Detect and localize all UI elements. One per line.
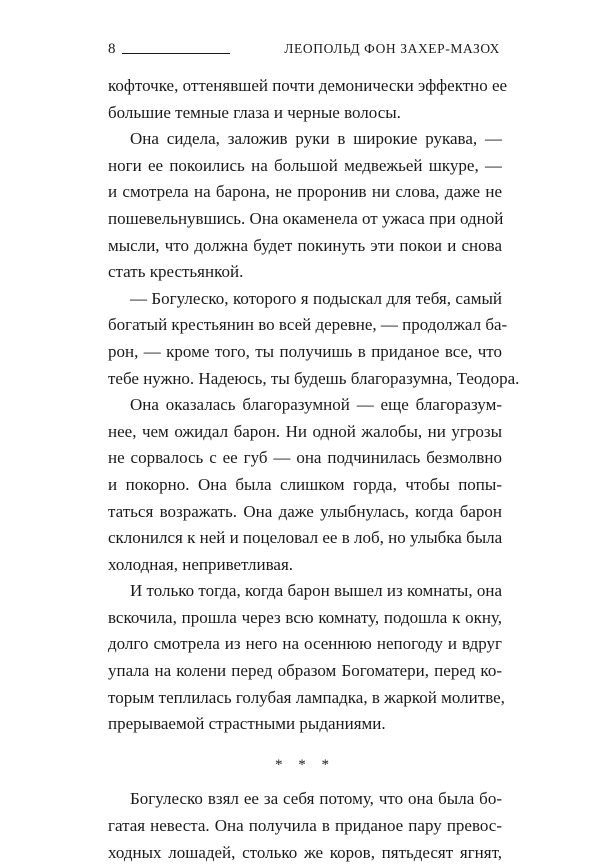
text-line: и покорно. Она была слишком горда, чтобы попы- (108, 474, 502, 494)
text-line: стать крестьянкой. (108, 262, 244, 282)
text-line: упала на колени перед образом Богоматери, перед ко- (108, 661, 502, 681)
paragraph (108, 126, 502, 286)
text-line: Богулеско взял ее за себя потому, что она была бо- (130, 789, 502, 809)
text-line: прерываемой страстными рыданиями. (108, 714, 386, 734)
running-header (108, 40, 500, 62)
text-line: холодная, неприветливая. (108, 554, 294, 574)
text-line: Она оказалась благоразумной — еще благоразум- (130, 395, 502, 415)
text-line: — Богулеско, которого я подыскал для тебя, самый (130, 288, 502, 308)
text-line: гатая невеста. Она получила в приданое пару превос- (108, 816, 502, 836)
text-line: И только тогда, когда барон вышел из комнаты, она (130, 581, 502, 601)
text-line: ноги ее покоились на большой медвежьей шкуре, — (108, 155, 502, 175)
text-line: тебе нужно. Надеюсь, ты будешь благоразумна, Теодора. (108, 368, 520, 388)
text-line: долго смотрела из него на осеннюю непогоду и вдруг (108, 634, 502, 654)
paragraph (108, 786, 502, 866)
text-line: вскочила, прошла через всю комнату, подошла к окну, (108, 607, 502, 627)
text-line: склонился к ней и поцеловал ее в лоб, но улыбка была (108, 528, 503, 548)
paragraph (108, 392, 502, 578)
paragraph (108, 286, 520, 392)
page-number: 8 (108, 41, 116, 57)
text-line: не сорвалось с ее губ — она подчинилась безмолвно (108, 448, 502, 468)
text-line: богатый крестьянин во всей деревне, — продолжал ба- (108, 315, 508, 335)
text-line: таться возражать. Она даже улыбнулась, когда барон (108, 501, 502, 521)
paragraph (108, 578, 505, 738)
text-line: большие темные глаза и черные волосы. (108, 102, 401, 122)
text-line: и смотрела на барона, не проронив ни слова, даже не (108, 182, 502, 202)
text-line: рон, — кроме того, ты получишь в приданое все, что (108, 341, 502, 361)
text-line: мысли, что должна будет покинуть эти покои и снова (108, 235, 502, 255)
running-title: ЛЕОПОЛЬД ФОН ЗАХЕР-МАЗОХ (284, 41, 500, 56)
text-line: ходных лошадей, столько же коров, пятьдесят ягнят, (108, 842, 502, 862)
body-text (108, 73, 520, 866)
text-line: кофточке, оттенявшей почти демонически эффектно ее (108, 76, 508, 95)
section-separator: * * * (275, 756, 335, 773)
paragraph (108, 73, 508, 126)
text-line: пошевельнувшись. Она окаменела от ужаса при одной (108, 208, 504, 228)
text-line: Она сидела, заложив руки в широкие рукава, — (130, 129, 502, 149)
header-rule (122, 53, 230, 54)
text-line: нее, чем ожидал барон. Ни одной жалобы, ни угрозы (108, 421, 502, 441)
text-line: торым теплилась голубая лампадка, в жаркой молитве, (108, 687, 505, 707)
